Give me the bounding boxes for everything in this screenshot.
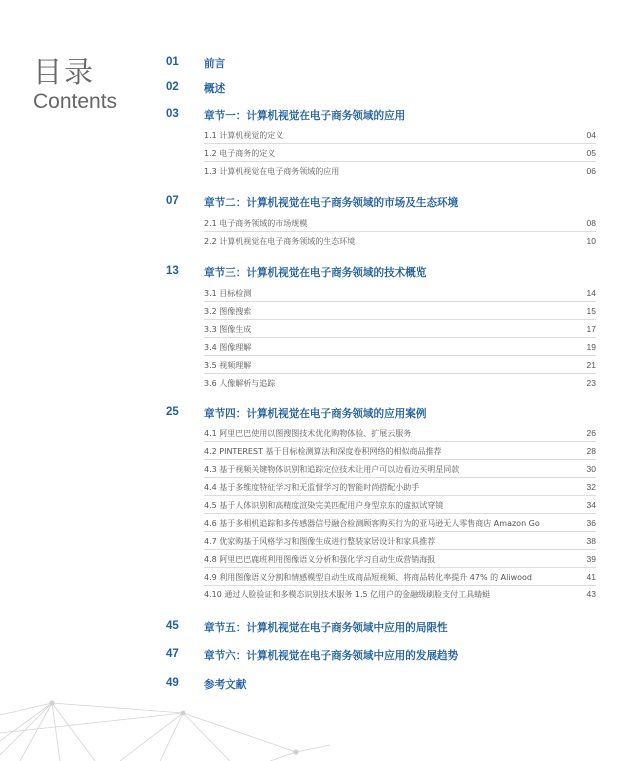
toc-page-number: 06 (586, 166, 596, 176)
toc-subsection[interactable]: 4.8 阿里巴巴鹿班利用图像语义分析和强化学习自动生成营销海报 (204, 555, 436, 564)
divider (204, 231, 596, 232)
divider (204, 477, 596, 478)
toc-page-number: 17 (586, 324, 596, 334)
toc-page-number: 15 (586, 306, 596, 316)
divider (204, 373, 596, 374)
toc-number: 47 (166, 648, 179, 660)
toc-number: 25 (166, 406, 179, 418)
page-title-chinese: 目录 (33, 55, 96, 89)
toc-subsection[interactable]: 4.10 通过人脸验证和多模态识别技术服务 1.5 亿用户的金融级刷脸支付工具蜻蜓 (204, 590, 491, 599)
toc-chapter-title[interactable]: 章节二：计算机视觉在电子商务领域的市场及生态环境 (204, 197, 459, 209)
divider (204, 495, 596, 496)
divider (204, 531, 596, 532)
toc-chapter-title[interactable]: 参考文献 (204, 679, 247, 691)
toc-subsection[interactable]: 4.7 优家购基于风格学习和图像生成进行整装家居设计和家具推荐 (204, 537, 436, 546)
toc-page-number: 43 (586, 589, 596, 599)
toc-page-number: 08 (586, 218, 596, 228)
divider (204, 441, 596, 442)
toc-subsection[interactable]: 4.3 基于视频关键物体识别和追踪定位技术让用户可以边看边买明星同款 (204, 465, 460, 474)
network-decoration (0, 675, 330, 761)
toc-page-number: 05 (586, 148, 596, 158)
divider (204, 143, 596, 144)
toc-page-number: 41 (586, 572, 596, 582)
toc-subsection[interactable]: 1.2 电子商务的定义 (204, 149, 276, 158)
toc-page-number: 34 (586, 500, 596, 510)
divider (204, 585, 596, 586)
toc-subsection[interactable]: 4.9 利用图像语义分割和情感模型自动生成商品短视频、将商品转化率提升 47% 的 Aliwood (204, 573, 533, 582)
toc-subsection[interactable]: 3.5 视频理解 (204, 361, 252, 370)
toc-page-number: 28 (586, 446, 596, 456)
toc-subsection[interactable]: 4.2 PINTEREST 基于目标检测算法和深度卷积网络的相似商品推荐 (204, 447, 442, 456)
divider (204, 319, 596, 320)
toc-subsection[interactable]: 2.1 电子商务领域的市场规模 (204, 219, 308, 228)
toc-chapter-title[interactable]: 章节六：计算机视觉在电子商务领域中应用的发展趋势 (204, 650, 459, 662)
toc-number: 01 (166, 56, 179, 68)
toc-number: 02 (166, 81, 179, 93)
toc-subsection[interactable]: 3.6 人像解析与追踪 (204, 379, 276, 388)
toc-page-number: 21 (586, 360, 596, 370)
toc-chapter-title[interactable]: 章节一：计算机视觉在电子商务领域的应用 (204, 110, 406, 122)
divider (204, 161, 596, 162)
toc-subsection[interactable]: 3.1 目标检测 (204, 289, 252, 298)
divider (204, 337, 596, 338)
toc-number: 49 (166, 677, 179, 689)
divider (204, 355, 596, 356)
toc-page-number: 38 (586, 536, 596, 546)
toc-subsection[interactable]: 2.2 计算机视觉在电子商务领域的生态环境 (204, 237, 356, 246)
toc-page-number: 26 (586, 428, 596, 438)
toc-number: 13 (166, 265, 179, 277)
toc-chapter-title[interactable]: 章节四：计算机视觉在电子商务领域的应用案例 (204, 408, 427, 420)
divider (204, 549, 596, 550)
page-title-english: Contents (33, 90, 118, 113)
toc-page-number: 32 (586, 482, 596, 492)
toc-subsection[interactable]: 3.2 图像搜索 (204, 307, 252, 316)
toc-subsection[interactable]: 4.4 基于多维度特征学习和无监督学习的智能时尚搭配小助手 (204, 483, 420, 492)
toc-page-number: 10 (586, 236, 596, 246)
toc-number: 45 (166, 620, 179, 632)
divider (204, 567, 596, 568)
divider (204, 301, 596, 302)
toc-page-number: 23 (586, 378, 596, 388)
toc-chapter-title[interactable]: 前言 (204, 58, 226, 70)
toc-number: 03 (166, 108, 179, 120)
toc-page-number: 19 (586, 342, 596, 352)
toc-subsection[interactable]: 3.4 图像理解 (204, 343, 252, 352)
divider (204, 459, 596, 460)
toc-chapter-title[interactable]: 概述 (204, 83, 226, 95)
toc-page-number: 36 (586, 518, 596, 528)
toc-chapter-title[interactable]: 章节三：计算机视觉在电子商务领域的技术概览 (204, 267, 427, 279)
toc-subsection[interactable]: 4.6 基于多相机追踪和多传感器信号融合检测顾客购买行为的亚马逊无人零售商店 Amazon Go (204, 519, 540, 528)
toc-subsection[interactable]: 4.5 基于人体识别和高精度渲染完美匹配用户身型京东的虚拟试穿镜 (204, 501, 444, 510)
toc-subsection[interactable]: 3.3 图像生成 (204, 325, 252, 334)
toc-subsection[interactable]: 1.3 计算机视觉在电子商务领域的应用 (204, 167, 340, 176)
toc-page-number: 39 (586, 554, 596, 564)
toc-page-number: 30 (586, 464, 596, 474)
toc-chapter-title[interactable]: 章节五：计算机视觉在电子商务领域中应用的局限性 (204, 622, 448, 634)
toc-page-number: 14 (586, 288, 596, 298)
toc-page-number: 04 (586, 130, 596, 140)
toc-subsection[interactable]: 1.1 计算机视觉的定义 (204, 131, 284, 140)
toc-subsection[interactable]: 4.1 阿里巴巴使用以图搜图技术优化购物体验、扩展云服务 (204, 429, 412, 438)
toc-number: 07 (166, 195, 179, 207)
divider (204, 513, 596, 514)
